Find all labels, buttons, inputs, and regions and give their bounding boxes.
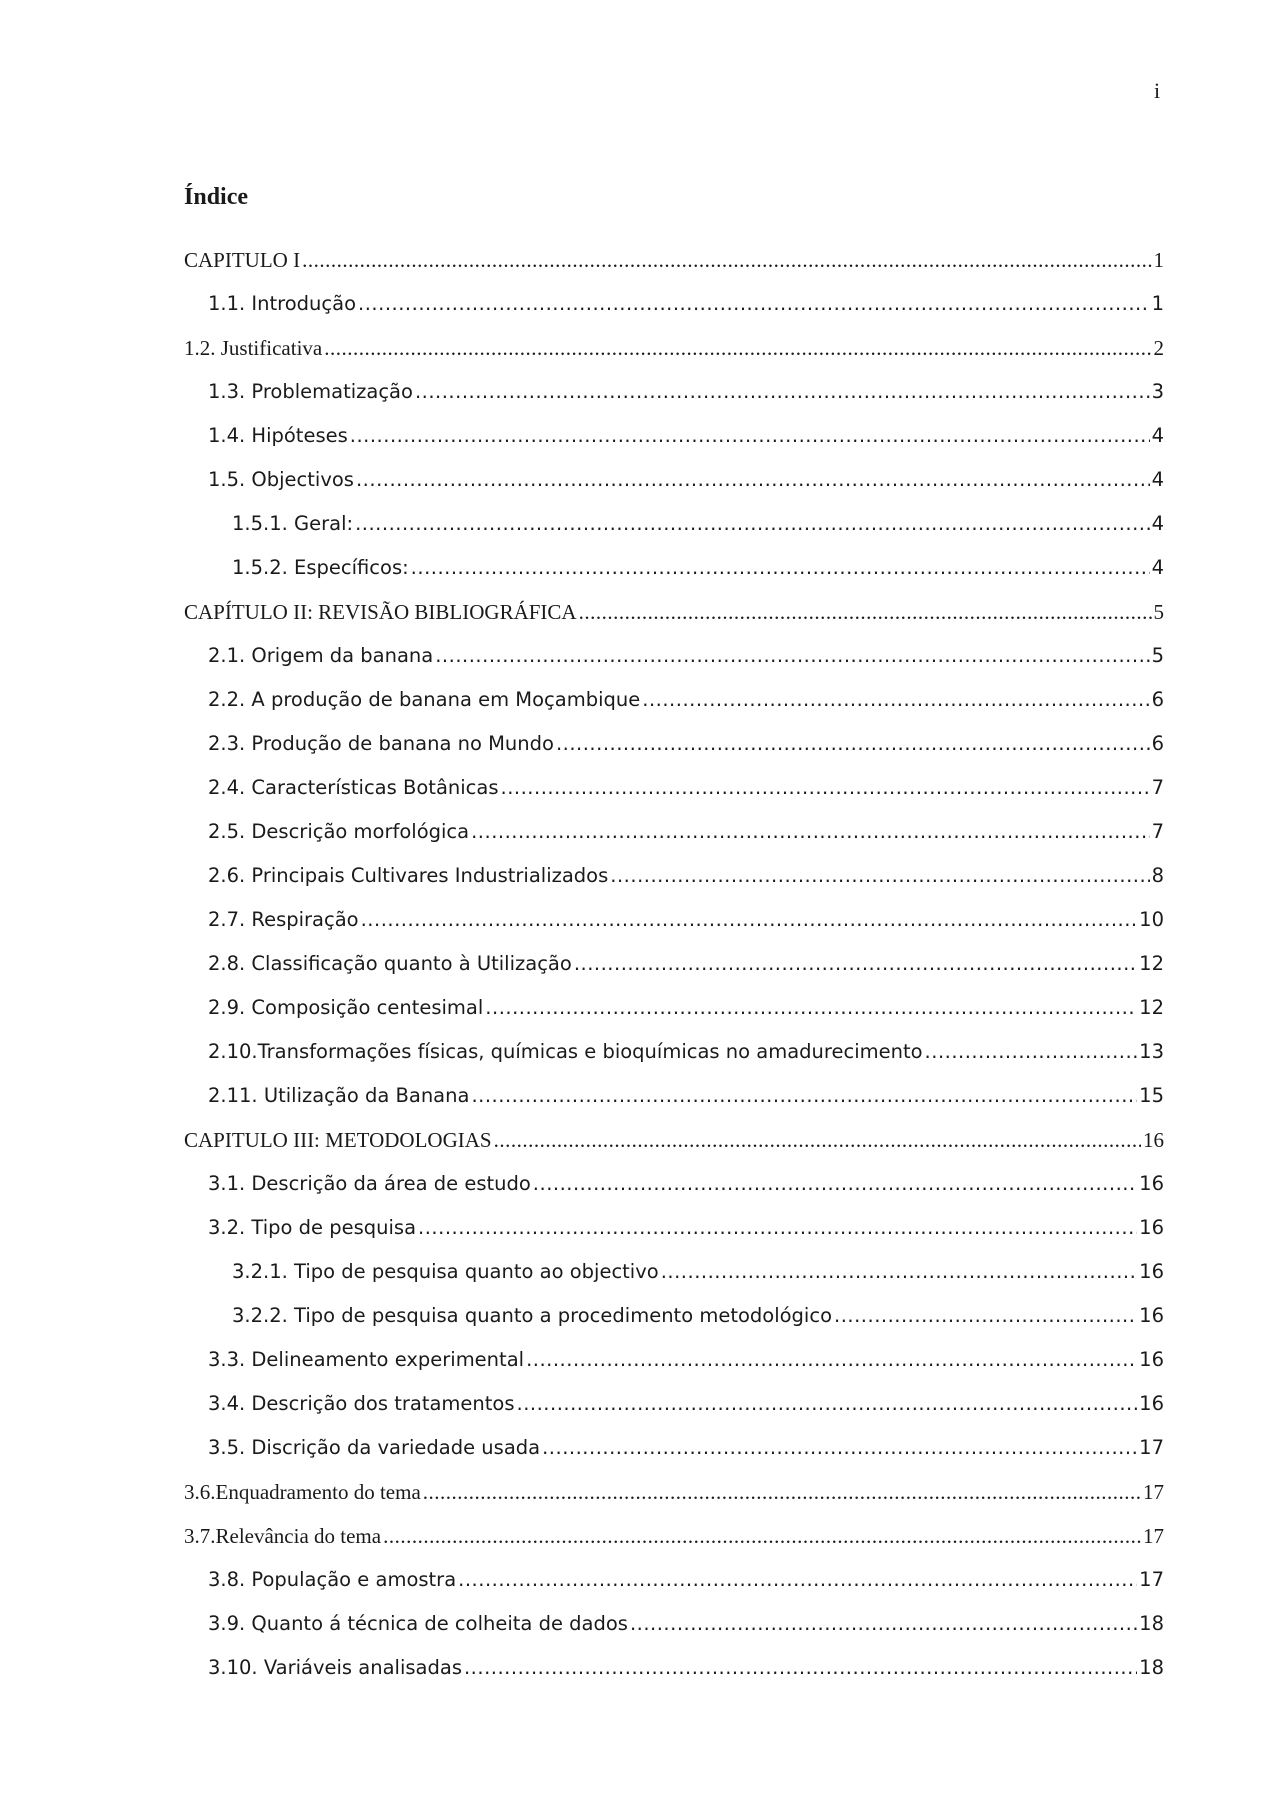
toc-dot-leader	[925, 1040, 1138, 1063]
toc-dot-leader	[423, 1480, 1141, 1505]
toc-entry-page: 5	[1153, 600, 1164, 624]
toc-entry-label: 2.3. Produção de banana no Mundo	[208, 732, 554, 755]
toc-dot-leader	[471, 820, 1149, 843]
toc-dot-leader	[517, 1392, 1138, 1415]
toc-entry-label: 3.2.2. Tipo de pesquisa quanto a procedimento metodológico	[232, 1304, 832, 1327]
toc-entry-page: 16	[1139, 1348, 1164, 1371]
toc-dot-leader	[350, 424, 1150, 447]
toc-dot-leader	[458, 1568, 1137, 1591]
toc-dot-leader	[610, 864, 1149, 887]
toc-entry-label: 1.2. Justificativa	[184, 336, 323, 360]
toc-entry-page: 15	[1139, 1084, 1164, 1107]
toc-dot-leader	[485, 996, 1137, 1019]
toc-dot-leader	[642, 688, 1149, 711]
toc-entry-page: 5	[1151, 644, 1164, 667]
toc-entry-label: 2.9. Composição centesimal	[208, 996, 484, 1019]
toc-dot-leader	[501, 776, 1150, 799]
toc-dot-leader	[574, 952, 1137, 975]
toc-entry-page: 16	[1139, 1304, 1164, 1327]
toc-entry-label: 3.1. Descrição da área de estudo	[208, 1172, 531, 1195]
toc-entry-label: 2.2. A produção de banana em Moçambique	[208, 688, 641, 711]
toc-entry[interactable]	[184, 1304, 1164, 1348]
toc-entry-page: 13	[1139, 1040, 1164, 1063]
toc-entry[interactable]	[184, 512, 1164, 556]
toc-entry-page: 18	[1139, 1612, 1164, 1635]
toc-entry-label: 1.1. Introdução	[208, 292, 357, 315]
toc-entry-label: 1.4. Hipóteses	[208, 424, 348, 447]
toc-entry-label: 3.7.Relevância do tema	[184, 1524, 382, 1548]
toc-entry-label: 1.5. Objectivos	[208, 468, 354, 491]
toc-entry-label: 2.1. Origem da banana	[208, 644, 434, 667]
toc-entry-label: 2.6. Principais Cultivares Industrializados	[208, 864, 609, 887]
toc-entry[interactable]	[184, 1216, 1164, 1260]
toc-entry-page: 1	[1153, 248, 1164, 272]
toc-entry-page: 10	[1139, 908, 1164, 931]
toc-entry[interactable]	[184, 1392, 1164, 1436]
toc-entry-page: 3	[1151, 380, 1164, 403]
toc-entry[interactable]	[184, 644, 1164, 688]
toc-entry[interactable]	[184, 732, 1164, 776]
toc-entry-page: 4	[1151, 424, 1164, 447]
toc-entry-page: 7	[1151, 820, 1164, 843]
page-number: i	[1154, 78, 1161, 103]
toc-entry-page: 17	[1139, 1436, 1164, 1459]
toc-dot-leader	[661, 1260, 1137, 1283]
toc-entry[interactable]	[184, 556, 1164, 600]
toc-entry[interactable]	[184, 1128, 1164, 1172]
toc-entry-label: 3.6.Enquadramento do tema	[184, 1480, 421, 1504]
toc-entry[interactable]	[184, 688, 1164, 732]
toc-entry[interactable]	[184, 380, 1164, 424]
toc-entry[interactable]	[184, 1084, 1164, 1128]
toc-dot-leader	[556, 732, 1150, 755]
toc-dot-leader	[355, 512, 1150, 535]
toc-entry[interactable]	[184, 424, 1164, 468]
toc-entry[interactable]	[184, 1040, 1164, 1084]
toc-dot-leader	[356, 468, 1150, 491]
toc-dot-leader	[418, 1216, 1137, 1239]
toc-entry-page: 16	[1143, 1128, 1164, 1152]
toc-entry[interactable]	[184, 996, 1164, 1040]
toc-entry-label: 2.11. Utilização da Banana	[208, 1084, 470, 1107]
toc-dot-leader	[415, 380, 1150, 403]
toc-dot-leader	[542, 1436, 1137, 1459]
toc-entry-page: 16	[1139, 1172, 1164, 1195]
toc-entry[interactable]	[184, 776, 1164, 820]
toc-entry-page: 1	[1151, 292, 1164, 315]
toc-entry-label: 3.2. Tipo de pesquisa	[208, 1216, 417, 1239]
toc-entry-page: 12	[1139, 996, 1164, 1019]
toc-entry[interactable]	[184, 600, 1164, 644]
toc-entry-page: 16	[1139, 1392, 1164, 1415]
toc-entry-label: 2.5. Descrição morfológica	[208, 820, 470, 843]
toc-dot-leader	[435, 644, 1149, 667]
toc-dot-leader	[579, 600, 1152, 625]
toc-entry[interactable]	[184, 336, 1164, 380]
toc-entry-label: CAPITULO III: METODOLOGIAS	[184, 1128, 492, 1152]
toc-entry[interactable]	[184, 952, 1164, 996]
toc-entry-page: 12	[1139, 952, 1164, 975]
toc-entry-page: 2	[1153, 336, 1164, 360]
toc-entry-page: 18	[1139, 1656, 1164, 1679]
toc-entry-page: 17	[1139, 1568, 1164, 1591]
toc-title: Índice	[184, 184, 249, 210]
toc-entry-label: 3.10. Variáveis analisadas	[208, 1656, 462, 1679]
toc-dot-leader	[361, 908, 1138, 931]
toc-dot-leader	[383, 1524, 1141, 1549]
toc-dot-leader	[834, 1304, 1137, 1327]
toc-entry[interactable]	[184, 1348, 1164, 1392]
toc-entry-label: CAPITULO I	[184, 248, 301, 272]
toc-dot-leader	[471, 1084, 1137, 1107]
toc-entry-label: 1.5.1. Geral:	[232, 512, 354, 535]
toc-entry[interactable]	[184, 820, 1164, 864]
toc-entry[interactable]	[184, 1524, 1164, 1568]
toc-entry-page: 4	[1151, 468, 1164, 491]
toc-entry-page: 16	[1139, 1260, 1164, 1283]
toc-entry[interactable]	[184, 1612, 1164, 1656]
toc-dot-leader	[533, 1172, 1137, 1195]
toc-dot-leader	[464, 1656, 1137, 1679]
toc-entry-page: 4	[1151, 556, 1164, 579]
toc-entry[interactable]	[184, 908, 1164, 952]
toc-entry-label: 2.7. Respiração	[208, 908, 359, 931]
toc-dot-leader	[630, 1612, 1137, 1635]
toc-entry-label: 2.8. Classificação quanto à Utilização	[208, 952, 572, 975]
toc-entry-label: 3.5. Discrição da variedade usada	[208, 1436, 541, 1459]
toc-entry[interactable]	[184, 864, 1164, 908]
toc-dot-leader	[324, 336, 1151, 361]
toc-entry-label: 3.9. Quanto á técnica de colheita de dados	[208, 1612, 628, 1635]
toc-entry[interactable]	[184, 1656, 1164, 1700]
toc-entry-page: 4	[1151, 512, 1164, 535]
toc-entry-label: CAPÍTULO II: REVISÃO BIBLIOGRÁFICA	[184, 600, 577, 624]
toc-dot-leader	[526, 1348, 1137, 1371]
toc-entry[interactable]	[184, 1260, 1164, 1304]
toc-entry-page: 17	[1143, 1524, 1164, 1548]
toc-entry-label: 1.3. Problematização	[208, 380, 413, 403]
toc-dot-leader	[411, 556, 1150, 579]
toc-entry-page: 6	[1151, 688, 1164, 711]
toc-entry-label: 3.3. Delineamento experimental	[208, 1348, 525, 1371]
toc-entry[interactable]	[184, 1568, 1164, 1612]
toc-dot-leader	[302, 248, 1151, 273]
toc-entry-page: 8	[1151, 864, 1164, 887]
toc-entry-page: 17	[1143, 1480, 1164, 1504]
toc-entry-page: 16	[1139, 1216, 1164, 1239]
toc-entry-label: 1.5.2. Específicos:	[232, 556, 409, 579]
toc-entry[interactable]	[184, 468, 1164, 512]
toc-entry-label: 2.10.Transformações físicas, químicas e bioquímicas no amadurecimento	[208, 1040, 923, 1063]
toc-entry-label: 3.8. População e amostra	[208, 1568, 457, 1591]
toc-entry-label: 3.4. Descrição dos tratamentos	[208, 1392, 515, 1415]
table-of-contents	[184, 248, 1164, 1700]
toc-dot-leader	[358, 292, 1150, 315]
toc-entry[interactable]	[184, 1436, 1164, 1480]
toc-entry-page: 6	[1151, 732, 1164, 755]
toc-entry-label: 3.2.1. Tipo de pesquisa quanto ao objectivo	[232, 1260, 659, 1283]
toc-entry[interactable]	[184, 292, 1164, 336]
toc-entry[interactable]	[184, 1172, 1164, 1216]
toc-entry-page: 7	[1151, 776, 1164, 799]
toc-entry[interactable]	[184, 248, 1164, 292]
toc-dot-leader	[494, 1128, 1141, 1153]
toc-entry-label: 2.4. Características Botânicas	[208, 776, 499, 799]
toc-entry[interactable]	[184, 1480, 1164, 1524]
